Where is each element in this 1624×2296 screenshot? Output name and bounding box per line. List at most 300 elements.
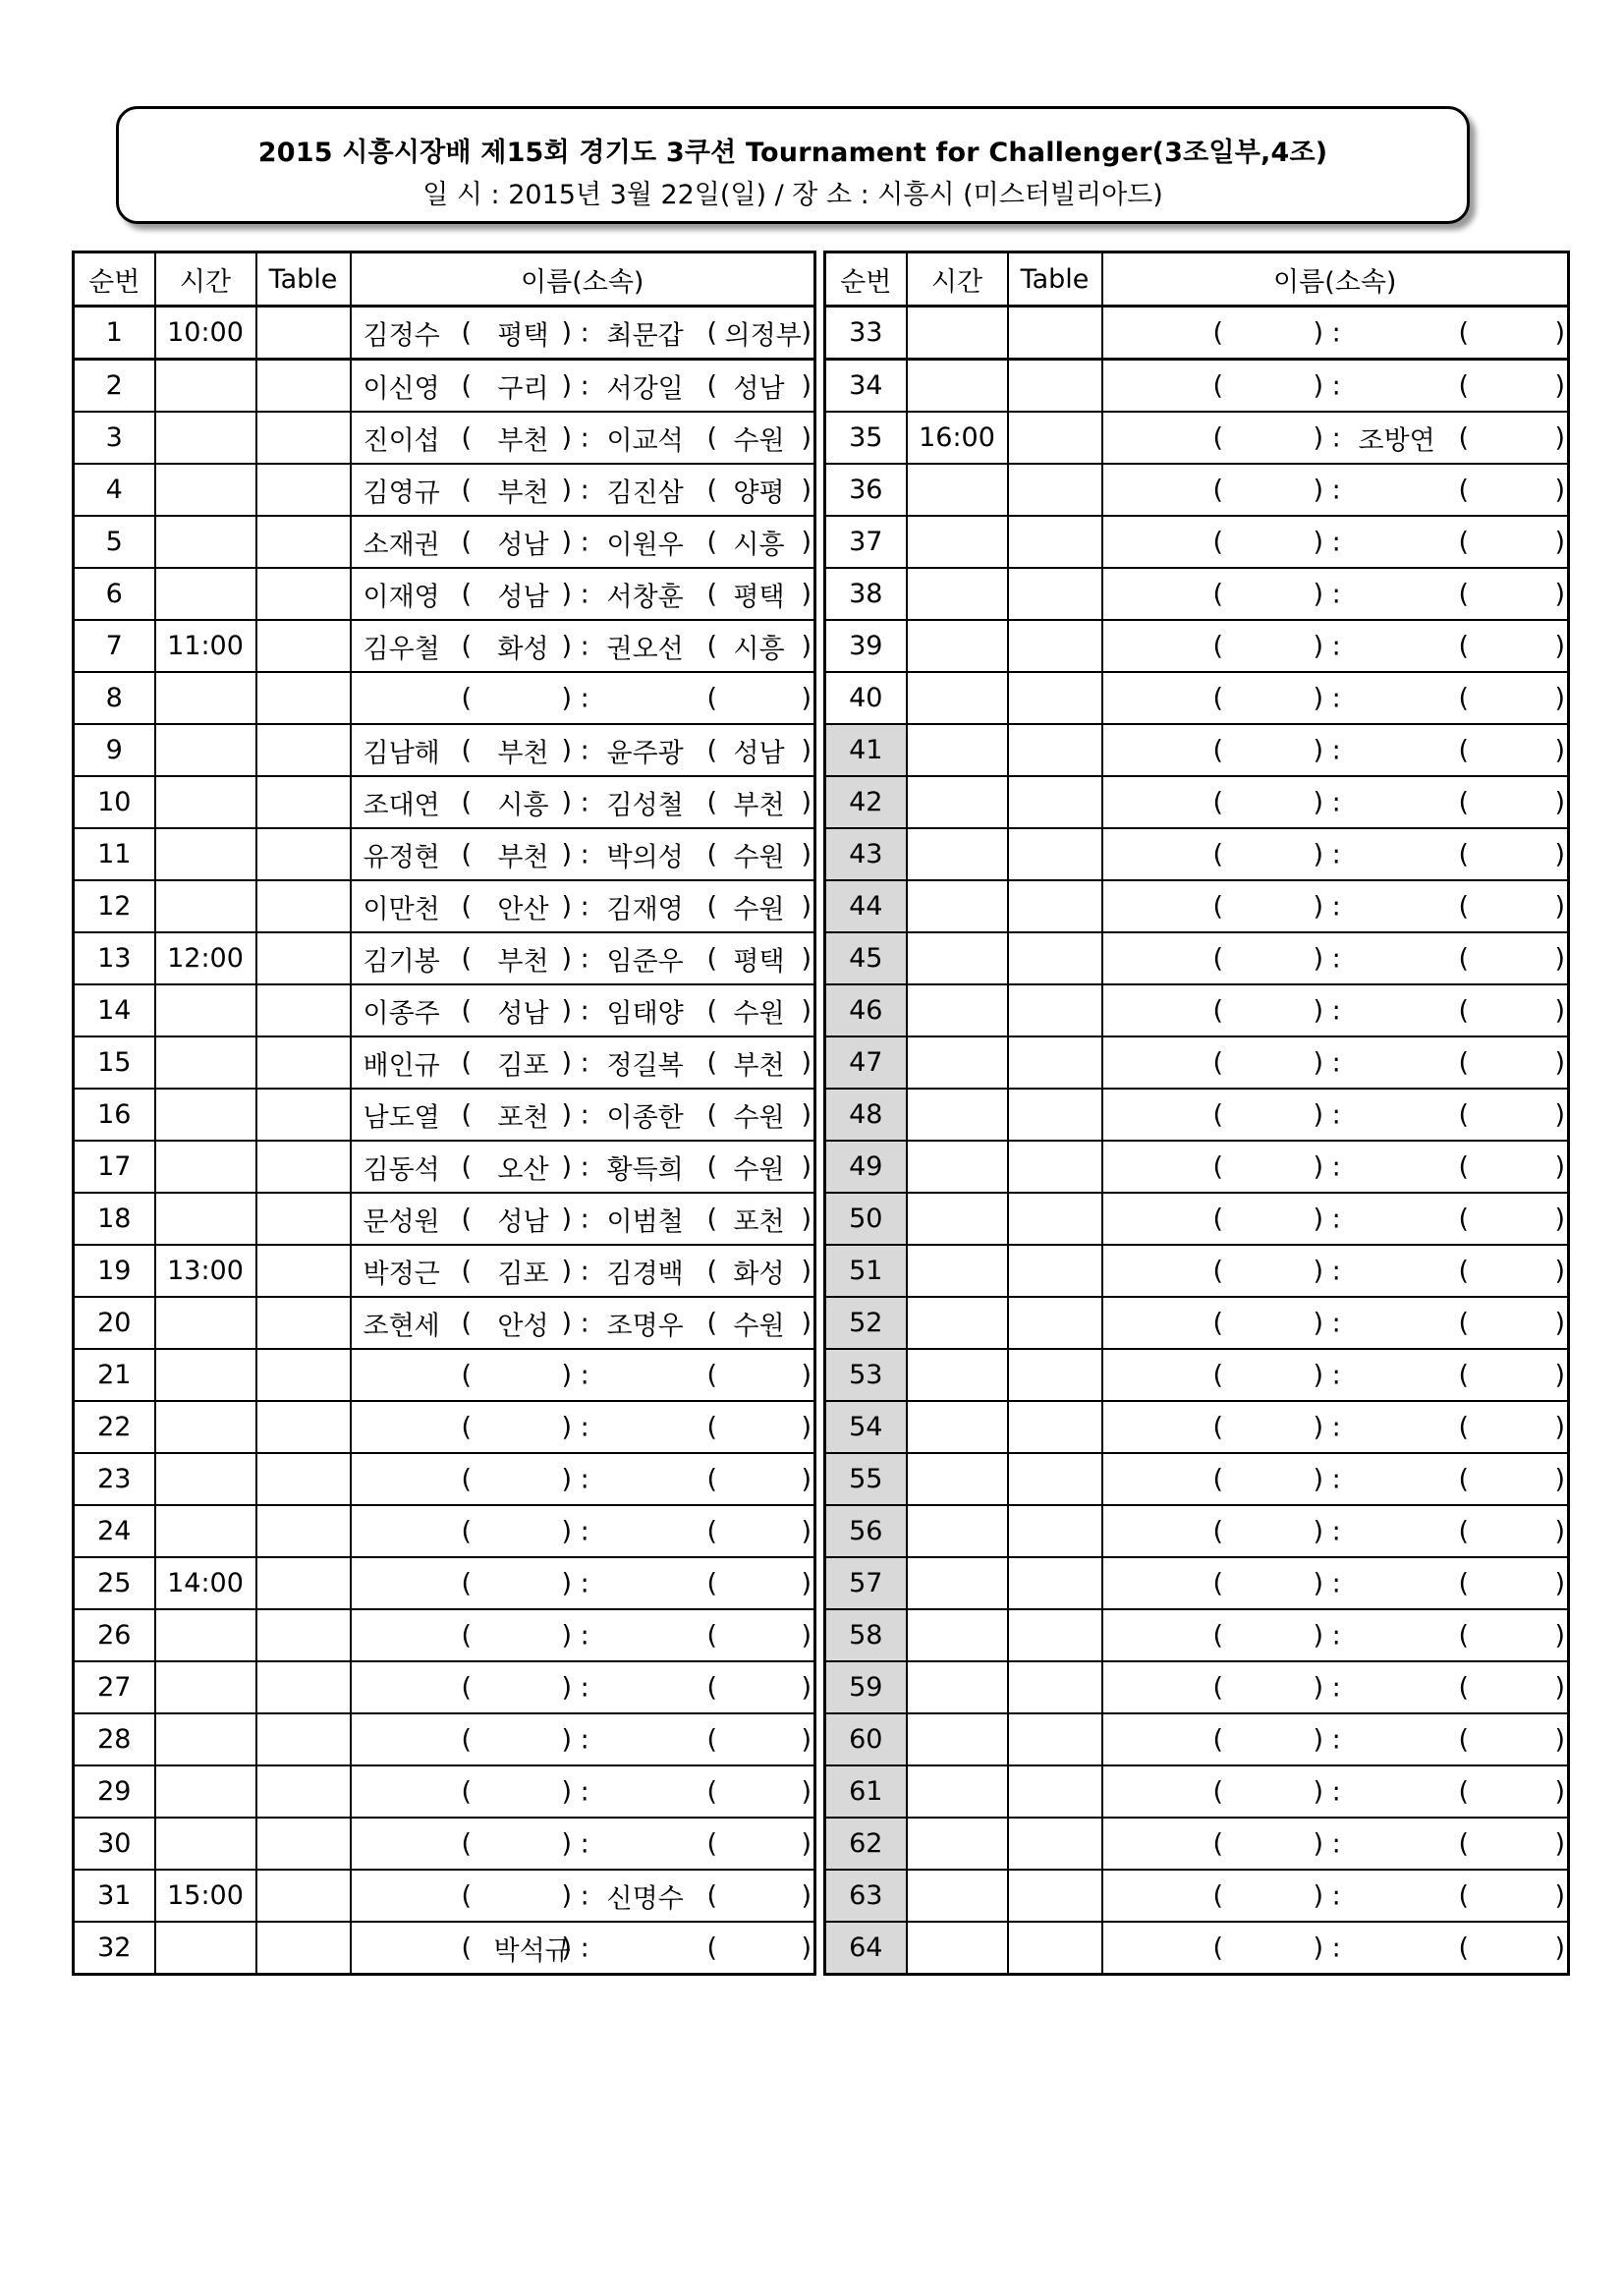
player1-affiliation: 부천 <box>497 477 549 508</box>
match-number: 52 <box>825 1297 907 1349</box>
match-players <box>351 828 815 880</box>
match-time: 11:00 <box>155 620 256 672</box>
match-time <box>155 1349 256 1401</box>
versus-separator: ) : <box>1313 943 1341 974</box>
match-row <box>74 1765 815 1818</box>
match-time <box>907 1297 1008 1349</box>
match-time <box>155 1089 256 1141</box>
match-time <box>155 412 256 464</box>
open-paren: ( <box>706 422 718 453</box>
match-number: 36 <box>825 464 907 516</box>
document-subtitle: 일 시 : 2015년 3월 22일(일) / 장 소 : 시흥시 (미스터빌리아드) <box>422 180 1163 210</box>
open-paren: ( <box>706 735 718 765</box>
versus-separator: ) : <box>1313 1464 1341 1494</box>
table-number-cell <box>256 1453 351 1505</box>
open-paren: ( <box>1458 995 1470 1026</box>
open-paren: ( <box>706 1099 718 1130</box>
table-number-cell <box>1008 932 1102 984</box>
player2-affiliation: 의정부 <box>724 320 802 351</box>
close-paren: ) <box>801 422 812 453</box>
match-players <box>1102 932 1569 984</box>
match-time <box>155 1505 256 1557</box>
versus-separator: ) : <box>561 370 589 401</box>
match-number: 31 <box>74 1870 155 1922</box>
table-number-cell <box>1008 724 1102 776</box>
open-paren: ( <box>1458 891 1470 922</box>
close-paren: ) <box>801 995 812 1026</box>
versus-separator: ) : <box>561 1256 589 1286</box>
match-players <box>351 1818 815 1870</box>
versus-separator: ) : <box>1313 1932 1341 1963</box>
close-paren: ) <box>1554 370 1565 401</box>
player1-name: 조현세 <box>363 1311 440 1341</box>
versus-separator: ) : <box>1313 1099 1341 1130</box>
table-number-cell <box>1008 672 1102 724</box>
match-time <box>907 1505 1008 1557</box>
match-players <box>1102 776 1569 828</box>
player1-name: 이재영 <box>363 582 440 612</box>
versus-separator: ) : <box>561 943 589 974</box>
match-time <box>907 1245 1008 1297</box>
match-row <box>825 1141 1569 1193</box>
match-row <box>74 932 815 984</box>
open-paren: ( <box>1458 370 1470 401</box>
close-paren: ) <box>1554 1880 1565 1911</box>
open-paren: ( <box>1212 735 1224 765</box>
matchup <box>1103 1194 1568 1244</box>
player2-affiliation: 시흥 <box>733 634 785 664</box>
match-time <box>155 1661 256 1713</box>
table-number-cell <box>256 1818 351 1870</box>
versus-separator: ) : <box>1313 475 1341 505</box>
match-players <box>1102 1818 1569 1870</box>
match-time <box>155 1765 256 1818</box>
player1-name: 김정수 <box>363 320 440 351</box>
open-paren: ( <box>461 1776 473 1807</box>
player2-affiliation: 수원 <box>733 1311 785 1341</box>
match-time <box>907 1818 1008 1870</box>
matchup <box>1103 1923 1568 1973</box>
match-row <box>825 1401 1569 1453</box>
match-number: 5 <box>74 516 155 568</box>
match-row <box>825 1297 1569 1349</box>
matchup <box>1103 1090 1568 1140</box>
matchup <box>352 1662 814 1712</box>
close-paren: ) <box>1554 579 1565 609</box>
match-time <box>907 1453 1008 1505</box>
match-number: 18 <box>74 1193 155 1245</box>
match-row <box>825 516 1569 568</box>
open-paren: ( <box>1212 370 1224 401</box>
match-time <box>907 1036 1008 1089</box>
open-paren: ( <box>1458 1256 1470 1286</box>
player1-name: 김영규 <box>363 477 440 508</box>
close-paren: ) <box>1554 1724 1565 1755</box>
match-time: 12:00 <box>155 932 256 984</box>
player1-affiliation: 박석규 <box>493 1935 571 1966</box>
match-number: 32 <box>74 1922 155 1975</box>
table-number-cell <box>256 1245 351 1297</box>
close-paren: ) <box>801 1099 812 1130</box>
matchup <box>1103 1819 1568 1869</box>
open-paren: ( <box>1458 1412 1470 1442</box>
close-paren: ) <box>801 1047 812 1078</box>
match-players <box>351 1141 815 1193</box>
match-players <box>351 1193 815 1245</box>
versus-separator: ) : <box>1313 891 1341 922</box>
versus-separator: ) : <box>1313 1672 1341 1703</box>
player2-affiliation: 화성 <box>733 1259 785 1289</box>
open-paren: ( <box>706 787 718 817</box>
table-number-cell <box>256 1557 351 1609</box>
match-row <box>74 1036 815 1089</box>
table-number-cell <box>1008 1765 1102 1818</box>
match-players <box>351 1349 815 1401</box>
open-paren: ( <box>706 995 718 1026</box>
table-number-cell <box>1008 1036 1102 1089</box>
open-paren: ( <box>706 839 718 869</box>
match-time <box>907 1713 1008 1765</box>
table-number-cell <box>256 880 351 932</box>
player2-affiliation: 수원 <box>733 842 785 872</box>
versus-separator: ) : <box>561 1776 589 1807</box>
table-number-cell <box>256 1089 351 1141</box>
open-paren: ( <box>461 1672 473 1703</box>
close-paren: ) <box>1554 1308 1565 1338</box>
table-number-cell <box>256 1193 351 1245</box>
schedule-table-right <box>823 251 1570 1976</box>
match-number: 33 <box>825 307 907 360</box>
matchup <box>1103 673 1568 723</box>
close-paren: ) <box>1554 839 1565 869</box>
header-row <box>825 252 1569 307</box>
matchup <box>352 361 814 411</box>
table-number-cell <box>256 307 351 360</box>
matchup <box>1103 1402 1568 1452</box>
player2-affiliation: 평택 <box>733 582 785 612</box>
open-paren: ( <box>1458 1360 1470 1390</box>
matchup <box>1103 1558 1568 1608</box>
open-paren: ( <box>706 1047 718 1078</box>
match-row <box>825 880 1569 932</box>
match-number: 44 <box>825 880 907 932</box>
matchup <box>352 1871 814 1921</box>
open-paren: ( <box>706 1256 718 1286</box>
open-paren: ( <box>461 1256 473 1286</box>
header-time: 시간 <box>155 252 256 307</box>
open-paren: ( <box>1212 1828 1224 1859</box>
header-table: Table <box>256 252 351 307</box>
match-row <box>825 828 1569 880</box>
open-paren: ( <box>461 683 473 713</box>
open-paren: ( <box>1458 1880 1470 1911</box>
player2-name: 이교석 <box>606 425 684 456</box>
match-players <box>1102 1870 1569 1922</box>
versus-separator: ) : <box>1313 1204 1341 1234</box>
match-time <box>155 1297 256 1349</box>
match-row <box>825 568 1569 620</box>
versus-separator: ) : <box>1313 1151 1341 1182</box>
table-number-cell <box>256 620 351 672</box>
open-paren: ( <box>1212 422 1224 453</box>
open-paren: ( <box>461 631 473 661</box>
open-paren: ( <box>461 1360 473 1390</box>
open-paren: ( <box>461 1724 473 1755</box>
versus-separator: ) : <box>1313 1568 1341 1598</box>
match-number: 47 <box>825 1036 907 1089</box>
versus-separator: ) : <box>561 579 589 609</box>
match-number: 64 <box>825 1922 907 1975</box>
matchup <box>352 413 814 463</box>
player2-name: 황득희 <box>606 1154 684 1185</box>
match-players <box>1102 1297 1569 1349</box>
matchup <box>1103 1610 1568 1660</box>
match-number: 20 <box>74 1297 155 1349</box>
match-time <box>907 932 1008 984</box>
match-time <box>155 1401 256 1453</box>
open-paren: ( <box>461 1047 473 1078</box>
match-row <box>74 307 815 360</box>
match-number: 45 <box>825 932 907 984</box>
table-number-cell <box>1008 1193 1102 1245</box>
matchup <box>1103 1246 1568 1296</box>
match-time <box>907 724 1008 776</box>
match-row <box>74 1922 815 1975</box>
match-players <box>351 1557 815 1609</box>
player2-affiliation: 성남 <box>733 373 785 404</box>
match-row <box>825 1036 1569 1089</box>
player2-affiliation: 수원 <box>733 1154 785 1185</box>
open-paren: ( <box>706 1464 718 1494</box>
open-paren: ( <box>461 1880 473 1911</box>
match-players <box>1102 568 1569 620</box>
match-row <box>74 1141 815 1193</box>
open-paren: ( <box>706 943 718 974</box>
match-row <box>74 880 815 932</box>
close-paren: ) <box>801 1568 812 1598</box>
match-row <box>74 1609 815 1661</box>
open-paren: ( <box>1212 943 1224 974</box>
versus-separator: ) : <box>1313 579 1341 609</box>
matchup <box>1103 361 1568 411</box>
match-players <box>1102 880 1569 932</box>
matchup <box>352 985 814 1036</box>
match-time <box>155 1713 256 1765</box>
close-paren: ) <box>1554 1204 1565 1234</box>
open-paren: ( <box>461 1151 473 1182</box>
player1-affiliation: 시흥 <box>497 790 549 820</box>
match-row <box>74 1401 815 1453</box>
player1-affiliation: 성남 <box>497 1206 549 1237</box>
player2-name: 신명수 <box>606 1883 684 1914</box>
versus-separator: ) : <box>561 891 589 922</box>
open-paren: ( <box>461 370 473 401</box>
versus-separator: ) : <box>561 1047 589 1078</box>
match-row <box>825 984 1569 1036</box>
match-players <box>351 1245 815 1297</box>
open-paren: ( <box>706 1516 718 1546</box>
match-players <box>351 1870 815 1922</box>
match-number: 19 <box>74 1245 155 1297</box>
match-time <box>907 568 1008 620</box>
match-time <box>907 984 1008 1036</box>
match-row <box>74 1557 815 1609</box>
versus-separator: ) : <box>561 1308 589 1338</box>
matchup <box>352 1714 814 1764</box>
match-players <box>1102 1453 1569 1505</box>
player1-affiliation: 성남 <box>497 582 549 612</box>
match-time <box>155 828 256 880</box>
matchup <box>1103 1871 1568 1921</box>
open-paren: ( <box>706 527 718 557</box>
table-number-cell <box>1008 1453 1102 1505</box>
match-players <box>1102 412 1569 464</box>
open-paren: ( <box>1212 1151 1224 1182</box>
match-time <box>155 1453 256 1505</box>
match-players <box>351 724 815 776</box>
open-paren: ( <box>461 1464 473 1494</box>
matchup <box>352 1194 814 1244</box>
player2-name: 권오선 <box>606 634 684 664</box>
matchup <box>352 725 814 775</box>
close-paren: ) <box>801 527 812 557</box>
close-paren: ) <box>801 1880 812 1911</box>
player1-affiliation: 부천 <box>497 425 549 456</box>
match-players <box>351 464 815 516</box>
match-number: 41 <box>825 724 907 776</box>
close-paren: ) <box>801 1256 812 1286</box>
player2-name: 김경백 <box>606 1259 684 1289</box>
table-number-cell <box>1008 307 1102 360</box>
player1-name: 김동석 <box>363 1154 440 1185</box>
close-paren: ) <box>1554 1568 1565 1598</box>
open-paren: ( <box>1212 1308 1224 1338</box>
close-paren: ) <box>801 475 812 505</box>
matchup <box>1103 1506 1568 1556</box>
match-number: 62 <box>825 1818 907 1870</box>
table-number-cell <box>256 1713 351 1765</box>
match-players <box>1102 464 1569 516</box>
table-number-cell <box>256 360 351 413</box>
versus-separator: ) : <box>561 1932 589 1963</box>
match-players <box>351 1765 815 1818</box>
open-paren: ( <box>706 370 718 401</box>
close-paren: ) <box>801 579 812 609</box>
open-paren: ( <box>1212 475 1224 505</box>
match-row <box>74 1089 815 1141</box>
match-time <box>907 828 1008 880</box>
match-time <box>155 464 256 516</box>
matchup <box>352 1402 814 1452</box>
match-row <box>74 828 815 880</box>
close-paren: ) <box>1554 1672 1565 1703</box>
player2-affiliation: 수원 <box>733 425 785 456</box>
match-time <box>907 1922 1008 1975</box>
close-paren: ) <box>801 1828 812 1859</box>
match-number: 50 <box>825 1193 907 1245</box>
table-number-cell <box>256 1036 351 1089</box>
matchup <box>352 517 814 567</box>
match-time <box>155 1141 256 1193</box>
matchup <box>352 1766 814 1817</box>
player2-affiliation: 부천 <box>733 1050 785 1081</box>
match-time <box>907 620 1008 672</box>
table-number-cell <box>1008 1609 1102 1661</box>
player1-name: 박정근 <box>363 1259 440 1289</box>
match-time <box>155 1193 256 1245</box>
match-players <box>1102 1141 1569 1193</box>
table-number-cell <box>256 412 351 464</box>
match-players <box>351 1505 815 1557</box>
match-number: 60 <box>825 1713 907 1765</box>
versus-separator: ) : <box>1313 735 1341 765</box>
table-number-cell <box>256 1870 351 1922</box>
header-row <box>74 252 815 307</box>
matchup <box>352 829 814 879</box>
match-players <box>351 620 815 672</box>
open-paren: ( <box>706 475 718 505</box>
match-number: 42 <box>825 776 907 828</box>
close-paren: ) <box>801 1724 812 1755</box>
match-players <box>351 516 815 568</box>
player1-name: 이종주 <box>363 998 440 1029</box>
player1-affiliation: 부천 <box>497 842 549 872</box>
match-row <box>825 1713 1569 1765</box>
match-row <box>74 620 815 672</box>
match-players <box>351 360 815 413</box>
open-paren: ( <box>1458 1620 1470 1651</box>
versus-separator: ) : <box>561 1724 589 1755</box>
versus-separator: ) : <box>1313 1516 1341 1546</box>
player1-name: 배인규 <box>363 1050 440 1081</box>
match-row <box>74 1818 815 1870</box>
close-paren: ) <box>801 1204 812 1234</box>
close-paren: ) <box>1554 422 1565 453</box>
open-paren: ( <box>461 1099 473 1130</box>
player1-name: 김기봉 <box>363 946 440 977</box>
matchup <box>1103 465 1568 515</box>
versus-separator: ) : <box>561 1151 589 1182</box>
table-number-cell <box>1008 1557 1102 1609</box>
close-paren: ) <box>1554 527 1565 557</box>
table-number-cell <box>1008 776 1102 828</box>
versus-separator: ) : <box>1313 1724 1341 1755</box>
open-paren: ( <box>706 891 718 922</box>
match-players <box>1102 1089 1569 1141</box>
close-paren: ) <box>1554 1047 1565 1078</box>
table-number-cell <box>256 516 351 568</box>
matchup <box>352 1142 814 1192</box>
match-players <box>1102 1922 1569 1975</box>
table-number-cell <box>1008 1349 1102 1401</box>
matchup <box>352 1454 814 1504</box>
open-paren: ( <box>1458 475 1470 505</box>
match-row <box>825 932 1569 984</box>
match-time <box>155 1609 256 1661</box>
match-players <box>1102 1661 1569 1713</box>
table-number-cell <box>256 932 351 984</box>
match-row <box>74 1245 815 1297</box>
match-number: 30 <box>74 1818 155 1870</box>
player2-name: 김성철 <box>606 790 684 820</box>
player1-affiliation: 성남 <box>497 998 549 1029</box>
table-number-cell <box>256 672 351 724</box>
versus-separator: ) : <box>561 1464 589 1494</box>
versus-separator: ) : <box>1313 1620 1341 1651</box>
match-row <box>74 412 815 464</box>
matchup <box>352 1298 814 1348</box>
open-paren: ( <box>1212 683 1224 713</box>
